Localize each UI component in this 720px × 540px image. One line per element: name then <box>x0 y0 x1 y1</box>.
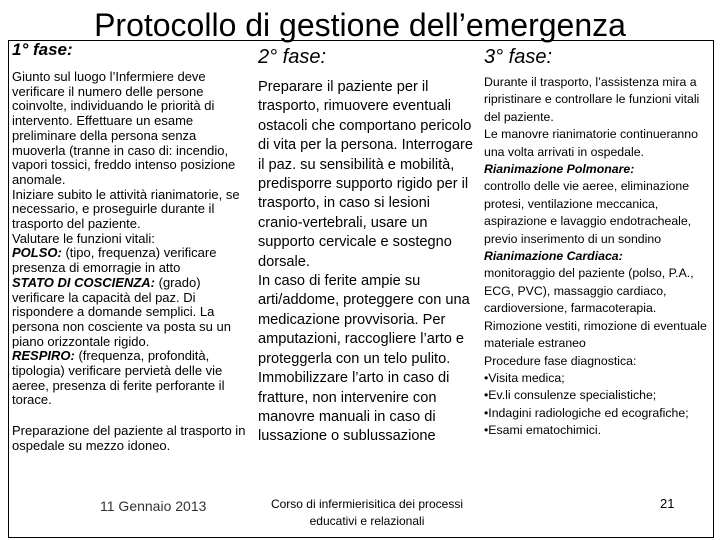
phase3-rc-text: monitoraggio del paziente (polso, P.A., ECG, PVC), massaggio cardiaco, cardioversione, farmacoterapia. <box>484 266 694 316</box>
phase2-fractures: Immobilizzare l’arto in caso di fratture, non intervenire con manovre manuali in caso di lussazione o sublussazione <box>258 370 450 445</box>
page-title: Protocollo di gestione dell’emergenza <box>94 7 626 43</box>
phase1-intro: Giunto sul luogo l’Infermiere deve verificare il numero delle persone coinvolte, individuando le priorità di intervento. Effettuare un esame preliminare della persona senza muoverla (tranne in caso di: incendio, vapori tossici, freddo intenso posizione anomale. <box>12 69 236 187</box>
phase2-wounds: In caso di ferite ampie su arti/addome, proteggere con una medicazione provvisoria. Per amputazioni, raccogliere l’arto e proteggerla con un telo pulito. <box>258 273 470 367</box>
phase1-heading: 1° fase: <box>12 40 73 59</box>
phase1-column <box>12 40 248 454</box>
stato-label: STATO DI COSCIENZA: <box>12 274 155 290</box>
stato-text: (grado) verificare la capacità del paz. Di rispondere a domande semplici. La persona non cosciente va posta su un piano orizzontale rigido. <box>12 274 231 349</box>
rc-label: Rianimazione Cardiaca: <box>484 249 623 264</box>
diagnostic-item: •Esami ematochimici. <box>484 423 602 438</box>
footer-date: 11 Gennaio 2013 <box>100 498 207 514</box>
phase3-heading: 3° fase: <box>484 46 553 68</box>
diagnostic-item: •Indagini radiologiche ed ecografiche; <box>484 405 689 420</box>
respiro-text: (frequenza, profondità, tipologia) verificare pervietà delle vie aeree, presenza di ferite perforante il torace. <box>12 348 225 408</box>
phase1-stato <box>12 276 248 350</box>
phase1-resuscitation: Iniziare subito le attività rianimatorie, se necessario, e proseguirle durante il trasporto del paziente. <box>12 186 240 232</box>
phase3-rc-label <box>484 248 708 265</box>
polso-text: (tipo, frequenza) verificare presenza di emorragie in atto <box>12 245 217 276</box>
respiro-label: RESPIRO: <box>12 348 75 364</box>
diagnostic-item: •Ev.li consulenze specialistiche; <box>484 388 657 403</box>
diagnostic-item: •Visita medica; <box>484 370 565 385</box>
phase2-column <box>258 44 476 447</box>
phase3-transport: Durante il trasporto, l’assistenza mira a ripristinare e controllare le funzioni vitali del paziente. <box>484 75 700 124</box>
phase3-rp-text: controllo delle vie aeree, eliminazione protesi, ventilazione meccanica, aspirazione e lavaggio endotracheale, previo inserimento di un sondino <box>484 179 692 246</box>
phase2-preparation: Preparare il paziente per il trasporto, rimuovere eventuali ostacoli che comportano pericolo di vita per la persona. Interrogare il paz. su sensibilità e mobilità, predisporre supporto rigido per il trasporto, in caso si lesioni cranio-vertebrali, usare un supporto cervicale e sostegno dorsale. <box>258 79 473 270</box>
rp-label: Rianimazione Polmonare: <box>484 162 635 177</box>
footer-course: Corso di infermierisitica dei processi educativi e relazionali <box>270 497 464 528</box>
phase3-removal: Rimozione vestiti, rimozione di eventuale materiale estraneo <box>484 318 707 351</box>
phase2-heading: 2° fase: <box>258 46 327 68</box>
phase1-transport: Preparazione del paziente al trasporto in ospedale su mezzo idoneo. <box>12 423 246 453</box>
phase1-polso <box>12 246 248 275</box>
phase3-rp-label <box>484 161 708 178</box>
phase1-vitals-intro: Valutare le funzioni vitali: <box>12 230 155 246</box>
phase1-respiro <box>12 349 248 408</box>
phase3-continue: Le manovre rianimatorie continueranno una volta arrivati in ospedale. <box>484 127 698 159</box>
slide-number: 21 <box>660 496 675 511</box>
phase3-column <box>484 44 708 440</box>
polso-label: POLSO: <box>12 245 62 261</box>
phase3-diagnostic: Procedure fase diagnostica: <box>484 353 637 368</box>
